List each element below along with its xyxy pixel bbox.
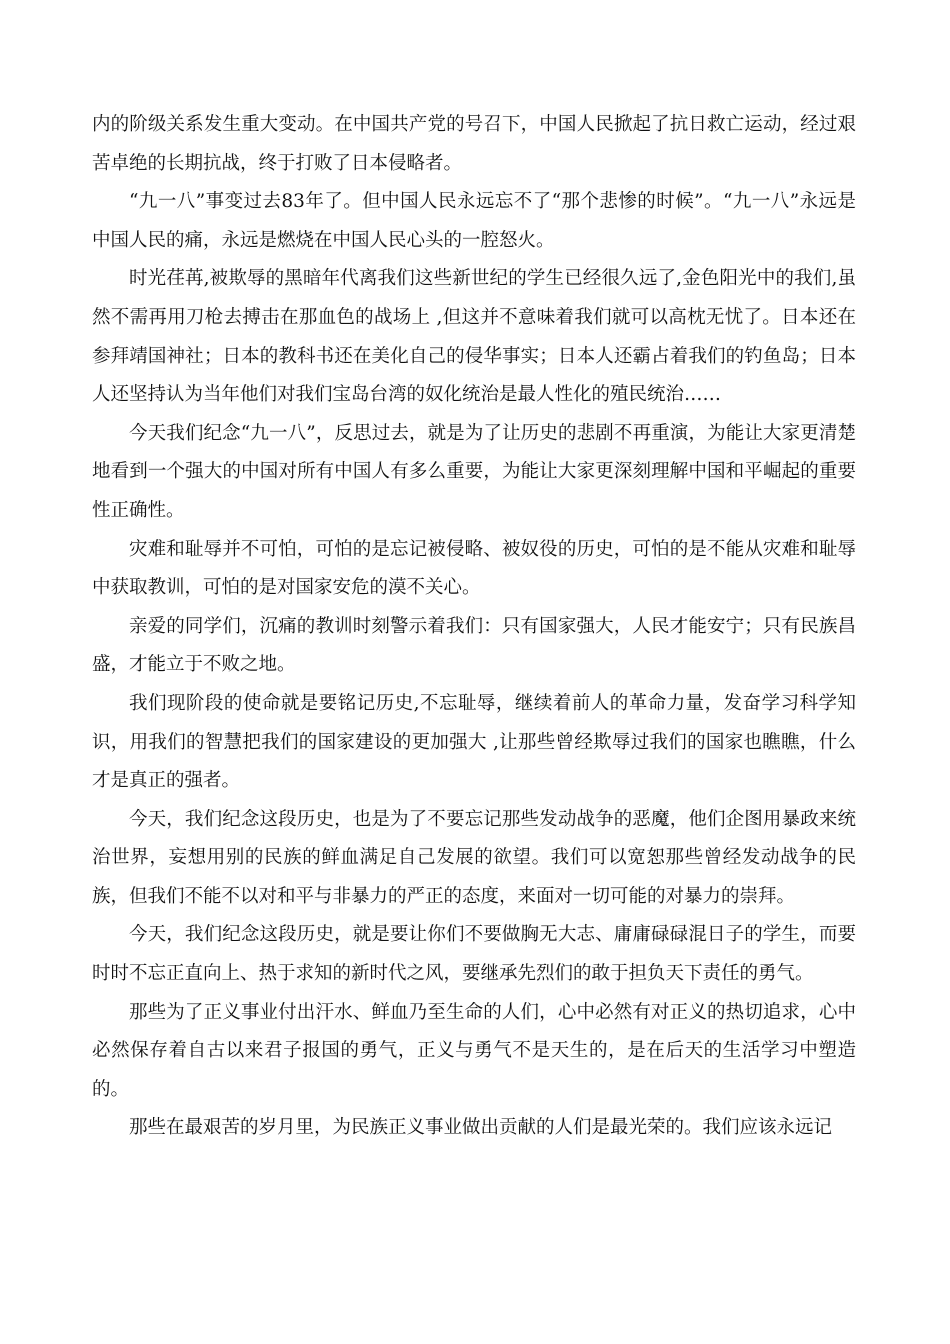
paragraph-commemorate-reflect: 今天我们纪念“九一八”，反思过去，就是为了让历史的悲剧不再重演，为能让大家更清楚地看到一个强大的中国对所有中国人有多么重要，为能让大家更深刻理解中国和平崛起的重要性正确性。 bbox=[92, 422, 856, 521]
paragraph-anniversary: “九一八”事变过去83年了。但中国人民永远忘不了“那个悲惨的时候”。“九一八”永远是中国人民的痛，永远是燃烧在中国人民心头的一腔怒火。 bbox=[92, 191, 856, 251]
paragraph-remember-demons: 今天，我们纪念这段历史，也是为了不要忘记那些发动战争的恶魔，他们企图用暴政来统治世界，妄想用别的民族的鲜血满足自己发展的欲望。我们可以宽恕那些曾经发动战争的民族，但我们不能不以对和平与非暴力的严正的态度，来面对一切可能的对暴力的崇拜。 bbox=[92, 808, 856, 907]
paragraph-mission: 我们现阶段的使命就是要铭记历史,不忘耻辱，继续着前人的革命力量，发奋学习科学知识，用我们的智慧把我们的国家建设的更加强大 ,让那些曾经欺辱过我们的国家也瞧瞧，什么才是真正的强者。 bbox=[92, 692, 856, 792]
paragraph-glorious-people: 那些在最艰苦的岁月里，为民族正义事业做出贡献的人们是最光荣的。我们应该永远记 bbox=[129, 1117, 833, 1139]
paragraph-time-passes: 时光荏苒,被欺辱的黑暗年代离我们这些新世纪的学生已经很久远了,金色阳光中的我们,虽然不需再用刀枪去搏击在那血色的战场上 ,但这并不意味着我们就可以高枕无忧了。日本还在参拜靖国神社；日本的教科书还在美化自己的侵华事实；日本人还霸占着我们的钓鱼岛；日本人还坚持认为当年他们对我们宝岛台湾的奴化统治是最人性化的殖民统治…… bbox=[92, 268, 856, 406]
paragraph-dear-classmates: 亲爱的同学们，沉痛的教训时刻警示着我们：只有国家强大，人民才能安宁；只有民族昌盛，才能立于不败之地。 bbox=[92, 615, 856, 676]
paragraph-disaster-humiliation: 灾难和耻辱并不可怕，可怕的是忘记被侵略、被奴役的历史，可怕的是不能从灾难和耻辱中获取教训，可怕的是对国家安危的漠不关心。 bbox=[92, 538, 856, 599]
paragraph-justice-courage: 那些为了正义事业付出汗水、鲜血乃至生命的人们，心中必然有对正义的热切追求，心中必然保存着自古以来君子报国的勇气，正义与勇气不是天生的，是在后天的生活学习中塑造的。 bbox=[92, 1001, 856, 1100]
paragraph-new-era-spirit: 今天，我们纪念这段历史，就是要让你们不要做胸无大志、庸庸碌碌混日子的学生，而要时时不忘正直向上、热于求知的新时代之风，要继承先烈们的敢于担负天下责任的勇气。 bbox=[92, 924, 856, 985]
document-page bbox=[92, 106, 856, 1148]
paragraph-continuation: 内的阶级关系发生重大变动。在中国共产党的号召下，中国人民掀起了抗日救亡运动，经过艰苦卓绝的长期抗战，终于打败了日本侵略者。 bbox=[92, 114, 856, 174]
